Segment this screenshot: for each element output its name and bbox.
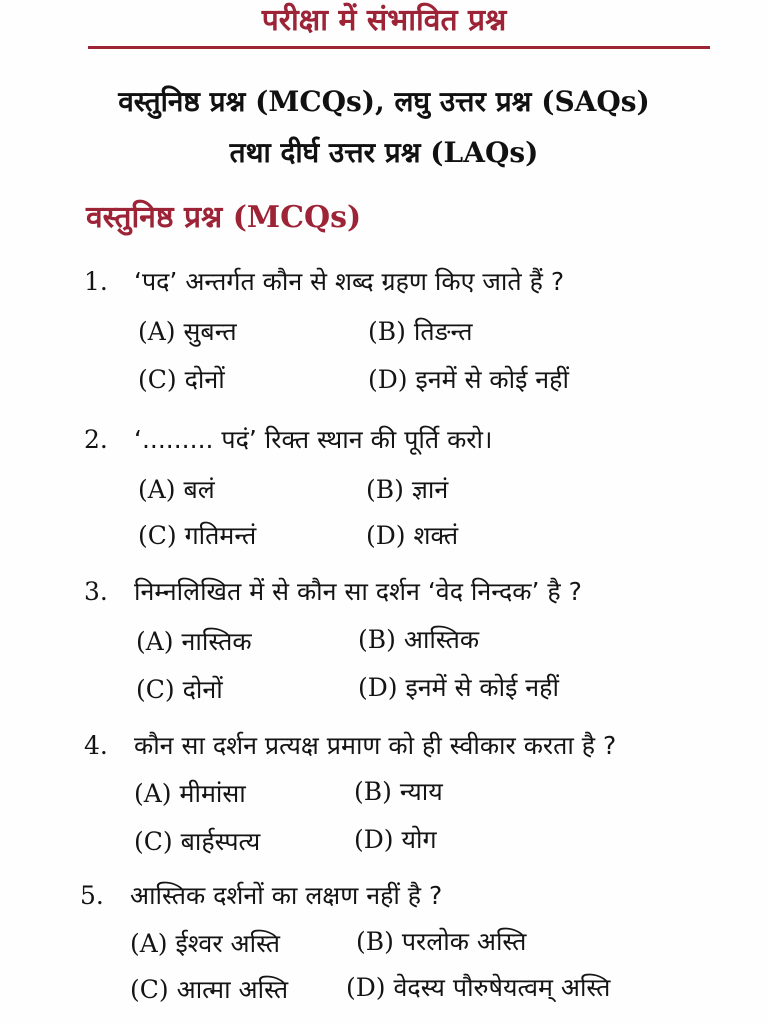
option-text: मीमांसा [179,779,246,808]
question-text: ‘......... पदं’ रिक्त स्थान की पूर्ति करो। [134,425,493,454]
option-4d [354,822,437,858]
heading-line-1: वस्तुनिष्ठ प्रश्न (MCQs), लघु उत्तर प्रश्न (SAQs) [118,85,650,118]
option-label: (B) [354,777,392,806]
question-number: 2. [84,425,108,454]
option-text: तिङन्त [413,317,473,346]
option-text: परलोक अस्ति [401,927,527,956]
option-4c [134,824,260,860]
option-2d [366,518,458,554]
option-text: दोनों [182,675,223,704]
question-text: आस्तिक दर्शनों का लक्षण नहीं है ? [130,881,443,910]
question-4 [84,728,704,764]
option-label: (C) [138,521,177,550]
option-label: (B) [356,927,394,956]
option-label: (A) [138,317,176,346]
option-label: (D) [354,825,394,854]
option-text: आत्मा अस्ति [176,975,289,1004]
option-1b [368,314,472,350]
option-label: (B) [368,317,406,346]
option-text: सुबन्त [183,317,237,346]
option-5d [346,970,610,1006]
option-label: (C) [136,675,175,704]
question-1 [84,264,704,300]
option-label: (D) [346,973,386,1002]
option-text: शक्तं [413,521,459,550]
option-4a [134,776,246,812]
question-5 [80,878,700,914]
heading-line-2: तथा दीर्घ उत्तर प्रश्न (LAQs) [229,136,539,169]
section-heading: वस्तुनिष्ठ प्रश्न (MCQs) [86,200,362,235]
question-2 [84,422,704,458]
option-label: (D) [358,673,398,702]
page-title: परीक्षा में संभावित प्रश्न [261,3,507,38]
option-text: योग [401,825,437,854]
option-label: (A) [138,475,176,504]
question-number: 1. [84,267,108,296]
option-text: गतिमन्तं [184,521,257,550]
option-3c [136,672,223,708]
question-number: 3. [84,577,108,606]
option-label: (A) [130,929,168,958]
option-label: (D) [366,521,406,550]
option-text: नास्तिक [181,627,252,656]
option-3a [136,624,252,660]
option-3d [358,670,559,706]
option-1d [368,362,569,398]
option-5b [356,924,526,960]
option-label: (B) [358,625,396,654]
question-text: निम्नलिखित में से कौन सा दर्शन ‘वेद निन्दक’ है ? [134,577,582,606]
question-text: ‘पद’ अन्तर्गत कौन से शब्द ग्रहण किए जाते हैं ? [134,267,565,296]
option-label: (B) [366,475,404,504]
option-text: ईश्वर अस्ति [175,929,281,958]
option-label: (A) [136,627,174,656]
option-label: (A) [134,779,172,808]
option-2c [138,518,256,554]
option-text: आस्तिक [403,625,480,654]
option-3b [358,622,479,658]
option-1c [138,362,225,398]
option-label: (C) [138,365,177,394]
question-number: 4. [84,731,108,760]
option-text: ज्ञानं [411,475,449,504]
option-text: बार्हस्पत्य [180,827,261,856]
option-1a [138,314,237,350]
option-text: वेदस्य पौरुषेयत्वम् अस्ति [393,973,611,1002]
option-5a [130,926,280,962]
option-text: बलं [183,475,215,504]
option-text: इनमें से कोई नहीं [405,673,559,702]
question-number: 5. [80,881,104,910]
option-5c [130,972,288,1008]
question-3 [84,574,704,610]
option-label: (D) [368,365,408,394]
option-text: न्याय [399,777,443,806]
option-2b [366,472,448,508]
option-text: इनमें से कोई नहीं [415,365,569,394]
option-label: (C) [134,827,173,856]
option-2a [138,472,215,508]
option-label: (C) [130,975,169,1004]
option-text: दोनों [184,365,225,394]
question-text: कौन सा दर्शन प्रत्यक्ष प्रमाण को ही स्वीकार करता है ? [134,731,617,760]
title-divider [88,46,710,49]
option-4b [354,774,443,810]
